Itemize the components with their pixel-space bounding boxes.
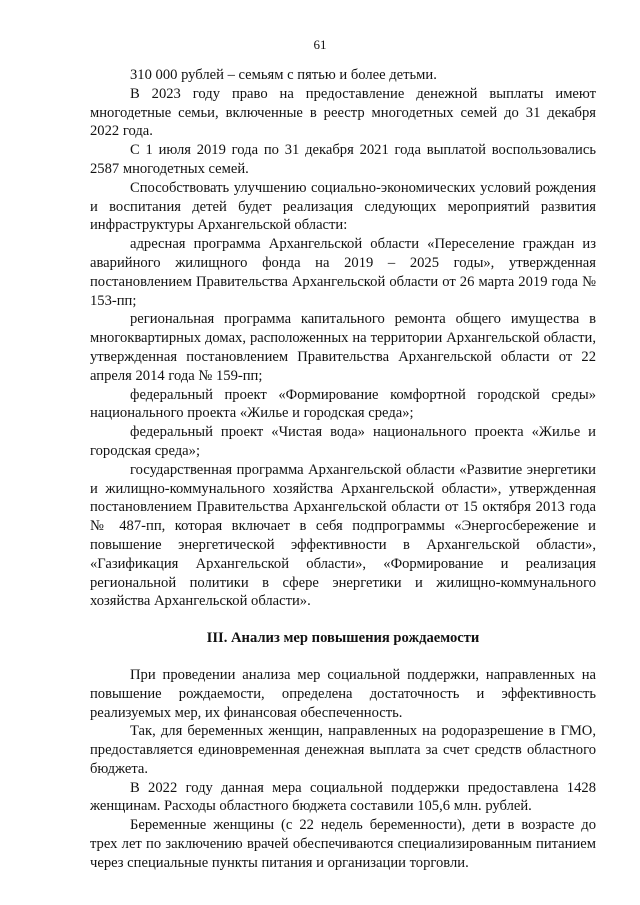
list-item-paragraph: региональная программа капитального ремонта общего имущества в многоквартирных домах, расположенных на территории Архангельской области, утвержденная постановлением Правительства Архангельской области от 22 апреля 2014 года № 159-пп; [90,311,596,384]
paragraph: Так, для беременных женщин, направленных на родоразрешение в ГМО, предоставляется единовременная денежная выплата за счет средств областного бюджета. [90,723,596,777]
paragraph: Способствовать улучшению социально-экономических условий рождения и воспитания детей будет реализация следующих мероприятий развития инфраструктуры Архангельской области: [90,179,596,234]
paragraph: С 1 июля 2019 года по 31 декабря 2021 года выплатой воспользовались 2587 многодетных семей. [90,142,596,177]
paragraph: Беременные женщины (с 22 недель беременности), дети в возрасте до трех лет по заключению врачей обеспечиваются специализированным питанием через специальные пункты питания и организации торговли. [90,817,596,871]
paragraph: При проведении анализа мер социальной поддержки, направленных на повышение рождаемости, определена достаточность и эффективность реализуемых мер, их финансовая обеспеченность. [90,666,596,721]
list-item-paragraph: адресная программа Архангельской области «Переселение граждан из аварийного жилищного фонда на 2019 – 2025 годы», утвержденная постановлением Правительства Архангельской области от 26 марта 2019 года № 153-пп; [90,236,596,309]
list-item-paragraph: государственная программа Архангельской области «Развитие энергетики и жилищно-коммунального хозяйства Архангельской области», утвержденная постановлением Правительства Архангельской области от 15 октября 2013 года № 487-пп, которая включает в себя подпрограммы «Энергосбережение и повышение энергетической эффективности в Архангельской области», «Газификация Архангельской области», «Формирование и реализация региональной политики в сфере энергетики и жилищно-коммунального хозяйства Архангельской области». [90,461,596,610]
list-item-paragraph: федеральный проект «Чистая вода» национального проекта «Жилье и городская среда»; [90,424,596,459]
document-body [90,66,596,873]
list-item-paragraph: федеральный проект «Формирование комфортной городской среды» национального проекта «Жилье и городская среда»; [90,386,596,422]
paragraph: 310 000 рублей – семьям с пятью и более детьми. [130,67,437,83]
paragraph: В 2022 году данная мера социальной поддержки предоставлена 1428 женщинам. Расходы областного бюджета составили 105,6 млн. рублей. [90,779,596,815]
paragraph: В 2023 году право на предоставление денежной выплаты имеют многодетные семьи, включенные в реестр многодетных семей до 31 декабря 2022 года. [90,85,596,140]
section-heading: III. Анализ мер повышения рождаемости [206,630,480,647]
page-number: 61 [313,37,327,52]
